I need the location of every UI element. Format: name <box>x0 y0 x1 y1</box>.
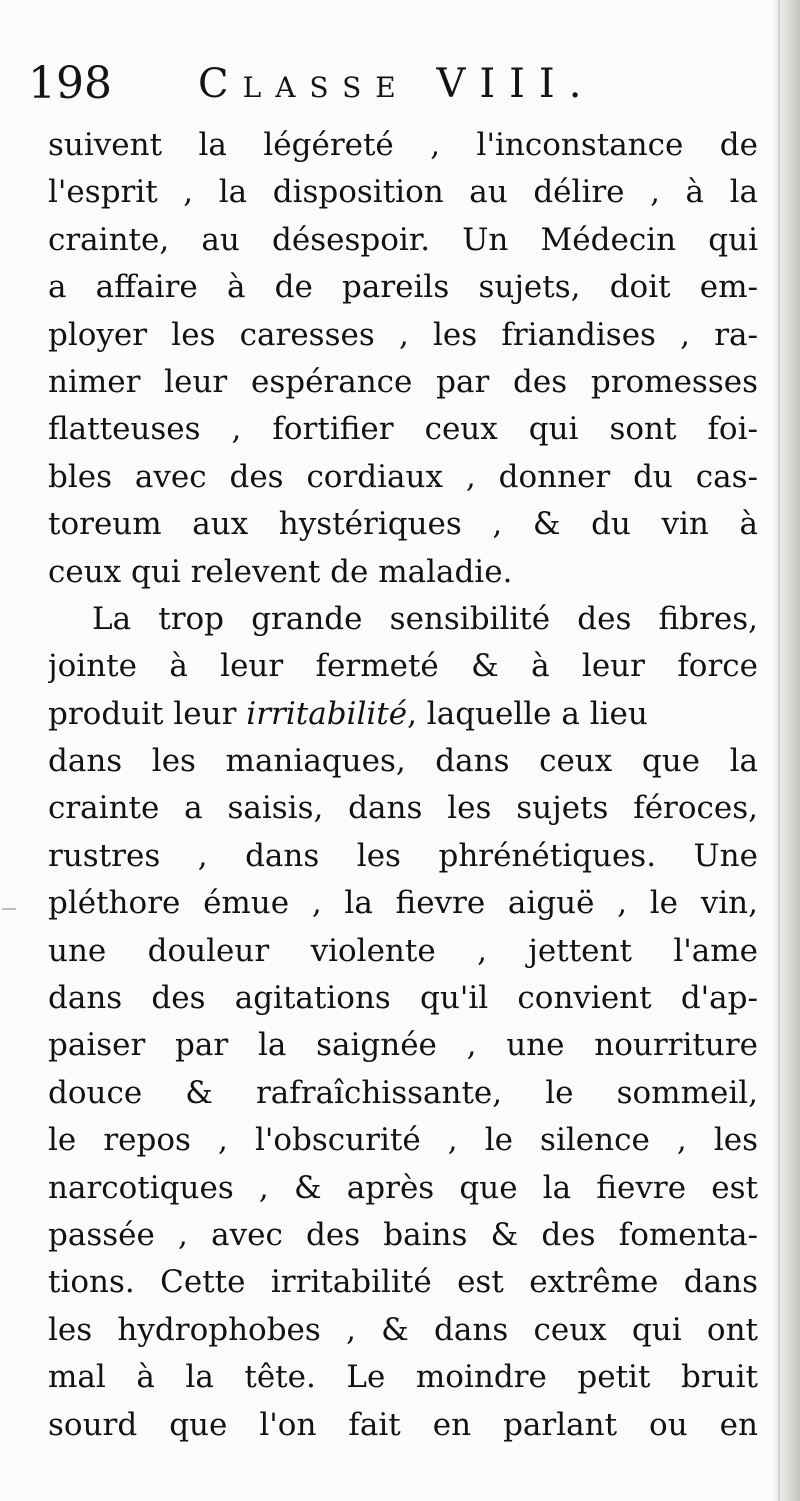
text-line: paiser par la saignée , une nourriture <box>48 1027 758 1064</box>
page-header <box>28 54 748 114</box>
page-number: 198 <box>28 58 112 109</box>
margin-mark <box>2 908 16 910</box>
text-line: une douleur violente , jettent l'ame <box>48 932 758 969</box>
text-line: crainte a saisis, dans les sujets féroces, <box>48 790 758 827</box>
text-line: narcotiques , & après que la fievre est <box>48 1169 758 1206</box>
text-line: ployer les caresses , les friandises , ra- <box>48 316 758 353</box>
text-segment: produit leur <box>48 695 237 732</box>
text-line: jointe à leur fermeté & à leur force <box>48 648 758 685</box>
text-line: l'esprit , la disposition au délire , à la <box>48 174 758 211</box>
text-line: a affaire à de pareils sujets, doit em- <box>48 269 758 306</box>
text-line: mal à la tête. Le moindre petit bruit <box>48 1359 758 1396</box>
text-line: dans des agitations qu'il convient d'ap- <box>48 980 758 1017</box>
text-line: dans les maniaques, dans ceux que la <box>48 743 758 780</box>
text-line: toreum aux hystériques , & du vin à <box>48 506 758 543</box>
page-edge-line <box>778 0 780 1501</box>
italic-term: irritabilité <box>246 695 408 732</box>
text-line: bles avec des cordiaux , donner du cas- <box>48 458 758 495</box>
text-line: sourd que l'on fait en parlant ou en <box>48 1406 758 1443</box>
text-line: nimer leur espérance par des promesses <box>48 363 758 400</box>
text-line-with-italic <box>48 691 758 738</box>
running-title: Classe VIII. <box>198 61 596 107</box>
text-line: ceux qui relevent de maladie. <box>48 553 513 590</box>
paragraph-start-line: La trop grande sensibilité des fibres, <box>92 600 758 637</box>
text-line: les hydrophobes , & dans ceux qui ont <box>48 1311 758 1348</box>
text-line: suivent la légéreté , l'inconstance de <box>48 127 758 163</box>
body-text <box>48 122 758 1449</box>
text-segment: , laquelle a lieu <box>407 695 648 732</box>
text-line: tions. Cette irritabilité est extrême dans <box>48 1264 758 1301</box>
text-line: flatteuses , fortifier ceux qui sont foi- <box>48 411 758 448</box>
text-line: crainte, au désespoir. Un Médecin qui <box>48 221 758 258</box>
text-line: rustres , dans les phrénétiques. Une <box>48 837 758 874</box>
text-line: passée , avec des bains & des fomenta- <box>48 1216 758 1253</box>
text-line: le repos , l'obscurité , le silence , les <box>48 1122 758 1159</box>
text-line: pléthore émue , la fievre aiguë , le vin, <box>48 885 758 922</box>
text-line: douce & rafraîchissante, le sommeil, <box>48 1074 758 1111</box>
